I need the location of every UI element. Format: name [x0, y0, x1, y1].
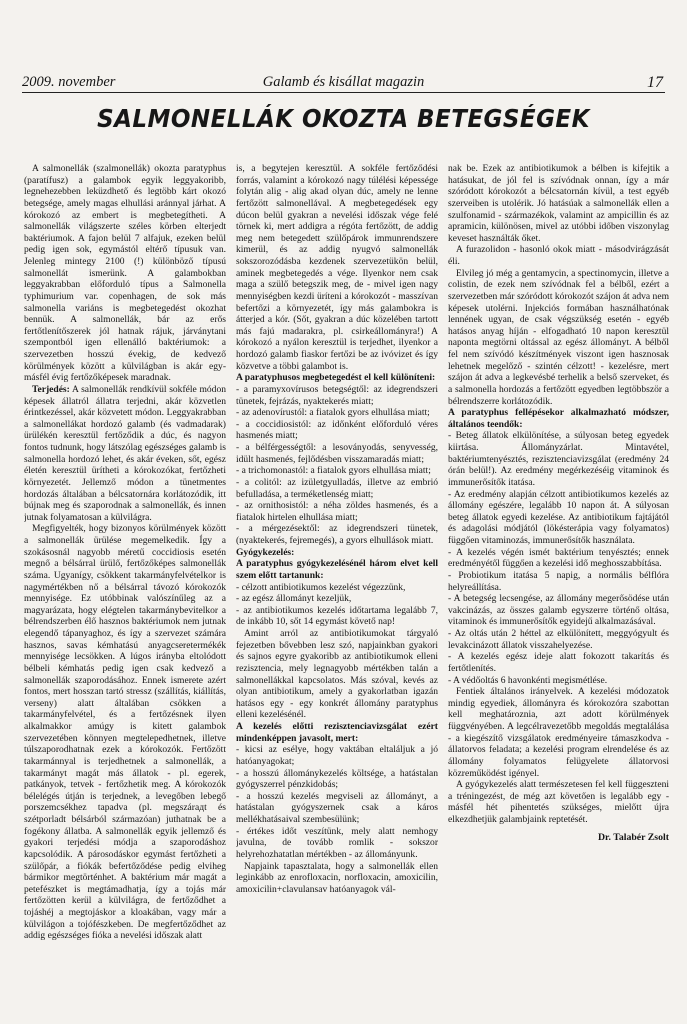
page-number: 17 — [647, 74, 663, 91]
paragraph: - A betegség lecsengése, az állomány megerősödése után vakcinázás, az összes galamb egyszerre történő oltása, vitaminok és immunerősítők egyidejű alkalmazásával. — [448, 593, 669, 628]
page-header — [22, 74, 665, 90]
subheading: Terjedés: — [32, 383, 70, 395]
paragraph: is, a begytejen keresztül. A sokféle fertőződési forrás, valamint a kórokozó nagy túlélési képessége folytán alig - alig akad olyan dúc, amely ne lenne fertőzött salmonellával. A megbetegedések egy dúcon belül gyakran a nevelési időszak vége felé törnek ki, mert addigra a régóta fertőzött, de addig meg nem betegedett szülőpárok immunrendszere kimerül, és az addig nyugvó salmonellák sokszorozódásba kezdenek szervezetükön belül, aminek megbetegedés a vége. Ilyenkor nem csak maga a szülő betegszik meg, de - mivel igen nagy mennyiségben kezdi üríteni a kórokozót - masszívan befertőzi a környezetét, így más galambokra is átterjed a kór. (Sőt, gyakran a dúc közelében tartott más fajú madarakra, pl. csirkeállományra!) A kórokozó a nyálon keresztül is terjedhet, ilyenkor a hordozó galamb fiaskor fertőzi be az ivóvizet és így közvetve a többi galambot is. — [236, 163, 438, 372]
paragraph: Fentiek általános irányelvek. A kezelési módozatok mindig egyediek, állományra és kórokozóra szabottan kell meghatároznia, azt adott körülmények függvényében. A legcélravezetőbb megoldás megtalálása - a kiegészítő vizsgálatok eredményeire támaszkodva - állatorvos feladata; a kezelési program elrendelése és az állomány folyamatos felügyelete állatorvosi közreműködést igényel. — [448, 686, 669, 779]
paragraph: Elvileg jó még a gentamycin, a spectinomycin, illetve a colistin, de ezek nem szívódnak fel a bélből, ezért a szervezetben már szóródott kórokozót szájon át adva nem képesek utolérni. Injekciós formában használhatónak lennének ugyan, de csak végszükség esetén - egyéb hatásos anyag híján - elfogadható 10 napon keresztül naponta megtörni oltással az egész állományt. A bélből fel nem szívódó készítmények viszont igen hasznosak lehetnek megelőző - szintén célzott! - kezelésre, mert szájon át adva a legkevésbé terhelik a belső szerveket, és a salmonella hordozás a fertőzött egyedben legtöbbször a bélrendszerre korlátozódik. — [448, 267, 669, 407]
article-body — [24, 163, 669, 993]
article-title: SALMONELLÁK OKOZTA BETEGSÉGEK — [97, 104, 590, 133]
list-item: - a paramyxovírusos betegségtől: az idegrendszeri tünetek, fejrázás, nyaktekerés miatt; — [236, 383, 438, 407]
list-item: - az ornithosistól: a néha zöldes hasmenés, és a fiatalok hirtelen elhullása miatt; — [236, 500, 438, 523]
paragraph: Amint arról az antibiotikumokat tárgyaló fejezetben bővebben lesz szó, napjainkban gyakori és sajnos egyre gyakoribb az antibiotikumok elleni rezisztencia, mely legnagyobb mértékben talán a salmonellákkal kapcsolatos. Más szóval, kevés az olyan antibiotikum, amely a gyakorlatban igazán hatásos egy - egy konkrét állomány paratyphus elleni kezelésénél. — [236, 628, 438, 721]
paragraph: Megfigyelték, hogy bizonyos körülmények között a salmonellák ürülése megemelkedik. Így a szokásosnál nagyobb méretű coccidiosis esetén megnő a bélsárral ürülő, fertőzőképes salmonellák száma. Ugyanígy, csökkent takarmányfelvételkor is nagymértékben nő a bélsárral távozó kórokozók mennyisége. Ez utóbbinak valószínűleg az a magyarázata, hogy elégtelen takarmánybevitelkor a bélrendszerben élő hasznos baktériumok nem jutnak elegendő tápanyaghoz, és így a szervezet számára hasznos, savas kémhatású anyagcseretermékék mennyisége lecsökken. A lúgos irányba eltolódott bélbeli kémhatás pedig igen csak kedvező a salmonellák szaporodásához. Ennek ismerete azért fontos, mert hosszan tartó stressz (szállítás, kiállítás, verseny) alatt általában csökken a takarmányfelvétel, és a fertőzésnek ilyen alkalmakkor amúgy is kitett galambok szervezetében könnyen megtelepedhetnek, illetve túlszaporodhatnak ezek a kórokozók. Fertőzött takarmánnyal is terjedhetnek a salmonellák, a takarmányt magát más állatok - pl. egerek, patkányok, tetvek - fertőzhetik meg. A kórokozók bélelégés útján is terjednek, a levegőben lebegő porszemcsékhez tapadva (pl. megszárадt és szétporladt bélsárból származóan) juthatnak be a fogékony állatba. A salmonellák egyik jellemző és gyakori terjedési módja a szaporodáshoz kapcsolódik. A párosodáskor egymást fertőzheti a szülőpár, a fiókák befertőződése pedig elviheg bármikor megtörténhet. A baktérium már magát a petefészket is megtámadhatja, így a tojás már fertőzötten kerül a külvilágra, de fertőződhet a tojáshéj a megtojáskor a kloakában, vagy már a külvilágon a tojófészkeben. De megfertőződhet az addig egészséges fióka a nevelési időszak alatt — [24, 523, 226, 942]
paragraph: Napjaink tapasztalata, hogy a salmonellák ellen leginkább az enrofloxacin, norfloxacin, amoxicilin, amoxicilin+clavulansav hatóanyagok vál- — [236, 860, 438, 895]
paragraph: A gyógykezelés alatt természetesen fel kell függeszteni a tréningezést, de még azt követően is legalább egy - másfél hét pihentetés szükséges, mielőtt újra elkezdhetjük galambjaink reptetését. — [448, 779, 669, 825]
subheading: A paratyphus gyógykezelésénél három elvet kell szem előtt tartanunk: — [236, 558, 438, 581]
list-item: - a bélférgességtől: a lesoványodás, senyvesség, idült hasmenés, fejlődésben visszamaradás miatt; — [236, 442, 438, 465]
list-item: - a mérgezésektől: az idegrendszeri tünetek, (nyaktekerés, fejremegés), a gyors elhullások miatt. — [236, 523, 438, 546]
subheading: A kezelés előtti rezisztenciavizsgálat ezért mindenképpen javasolt, mert: — [236, 721, 438, 744]
header-rule — [22, 92, 665, 93]
paragraph: - Az oltás után 2 héttel az elkülönített, meggyógyult és levakcinázott állatok visszahelyezése. — [448, 628, 669, 651]
issue-date: 2009. november — [22, 74, 116, 90]
paragraph: A salmonellák (szalmonellák) okozta paratyphus (paratífusz) a galambok egyik leggyakoribb, legnehezebben leküzdhető és legtöbb kárt okozó betegsége, amely magas elhullási aránnyal járhat. A kórokozó az embert is megbetegítheti. A salmonellák világszerte széles körben elterjedt baktériumok. A fajon belül 7 alfajuk, ezeken belül pedig igen sok, egymástól eltérő típusuk van. Jelenleg mintegy 2100 (!) különböző típusú salmonellát ismerünk. A galambokban leggyakrabban előforduló típus a Salmonella typhimurium var. copenhagen, de sok más salmonella variáns is megbetegedést okozhat bennük. A salmonellák, bár az erős fertőtlenítőszerek jól hatnak rájuk, járványtani szempontból igen ellenálló baktériumok: a szervezetben hosszú évekig, de kedvező körülmények között a külvilágban is akár egy-másfél évig fertőzőképesek maradnak. — [24, 163, 226, 384]
column-1 — [24, 163, 226, 993]
paragraph: nak be. Ezek az antibiotikumok a bélben is kifejtik a hatásukat, de jól fel is szívódnak onnan, így a már szóródott kórokozót a bélcsatornán kívül, a test egyéb szerveiben is utolérik. Jó hatásúak a salmonellák ellen a szulfonamid - származékok, valamint az ampicillin és az apramicin, különösen, mivel az utóbbi időben viszonylag keveset használták őket. — [448, 163, 669, 244]
subheading: Gyógykezelés: — [236, 546, 295, 558]
list-item: - a colitól: az izületgyulladás, illetve az embrió befulladása, a terméketlenség miatt; — [236, 476, 438, 500]
column-3 — [448, 163, 669, 993]
paragraph: - A kezelés végén ismét baktérium tenyésztés; ennek eredményétől függően a kezelési idő meghosszabbítása. — [448, 546, 669, 570]
subheading: A paratyphus fellépésekor alkalmazható módszer, általános teendők: — [448, 407, 669, 430]
paragraph: - Probiotikum itatása 5 napig, a normális bélflóra helyreállítása. — [448, 569, 669, 593]
subheading: A paratyphusos megbetegedést el kell különíteni: — [236, 372, 436, 384]
list-item: - az adenovírustól: a fiatalok gyors elhullása miatt; — [236, 407, 430, 419]
author-byline: Dr. Talabér Zsolt — [597, 831, 669, 843]
paragraph: - A védőoltás 6 havonkénti megismétlése. — [448, 674, 608, 686]
paragraph-text: A salmonellák rendkívül sokféle módon képesek állatról állatra terjedni, akár közvetlen érintkezéssel, akár közvetett módon. Leggyakrabban a salmonellákat hordozó galamb (és vadmadarak) ürülékén keresztül fertőződik a dúc, és nagyon fontos tudnunk, hogy látszólag egészséges galamb is salmonella hordozó lehet, és akár éveken, sőt, egész életén keresztül ürítheti a kórokozókat, fertőzheti környezetét. Jellemző módon a tünetmentes hordozás általában a bélcsatornára korlátozódik, itt bújnak meg és szaporodnak a salmonellák, és innen jutnak folyamatosan a külvilágra. — [24, 383, 226, 523]
paragraph: - Az eredmény alapján célzott antibiotikumos kezelés az állomány egészére, legalább 10 napon át. A súlyosan beteg állatok egyedi kezelése. Az antibiotikum fajtájától és adagolási módjától (lökésterápia vagy folyamatos) függően vitaminozás, immunerősítők használata. — [448, 488, 669, 546]
paragraph: - Beteg állatok elkülönítése, a súlyosan beteg egyedek kiirtása. Állományzárlat. Mintavétel, baktériumtenyésztés, rezisztenciavizsgálat (eredmény 24 órán belül!). Az eredmény megérkezéséig vitaminok és immunerősítők itatása. — [448, 430, 669, 488]
paragraph: - A kezelés egész ideje alatt fokozott takarítás és fertőtlenítés. — [448, 651, 669, 674]
paragraph: - kicsi az esélye, hogy vaktában eltaláljuk a jó hatóanyagokat; - a hosszú állománykezelés költsége, a hatástalan gyógyszerrel pénzkidobás; - a hosszú kezelés megviseli az állományt, a hatástalan gyógyszernek csak a káros mellékhatásaival szembesülünk; - értékes időt veszítünk, mely alatt nemhogy javulna, de tovább romlik - sokszor helyrehozhatatlan mértékben - az állományunk. — [236, 744, 438, 860]
list-item: - a coccidiosistól: az időnként előforduló véres hasmenés miatt; — [236, 418, 438, 442]
column-2 — [236, 163, 438, 993]
paragraph: - célzott antibiotikumos kezelést végezzünk, - az egész állományt kezeljük, - az antibiotikumos kezelés időtartama legalább 7, de inkább 10, sőt 14 egymást követő nap! — [236, 581, 438, 628]
magazine-name: Galamb és kisállat magazin — [262, 74, 425, 90]
paragraph — [24, 384, 226, 524]
paragraph: A furazolidon - hasonló okok miatt - másodvirágzását éli. — [448, 244, 669, 267]
list-item: - a trichomonastól: a fiatalok gyors elhullása miatt; — [236, 465, 431, 477]
